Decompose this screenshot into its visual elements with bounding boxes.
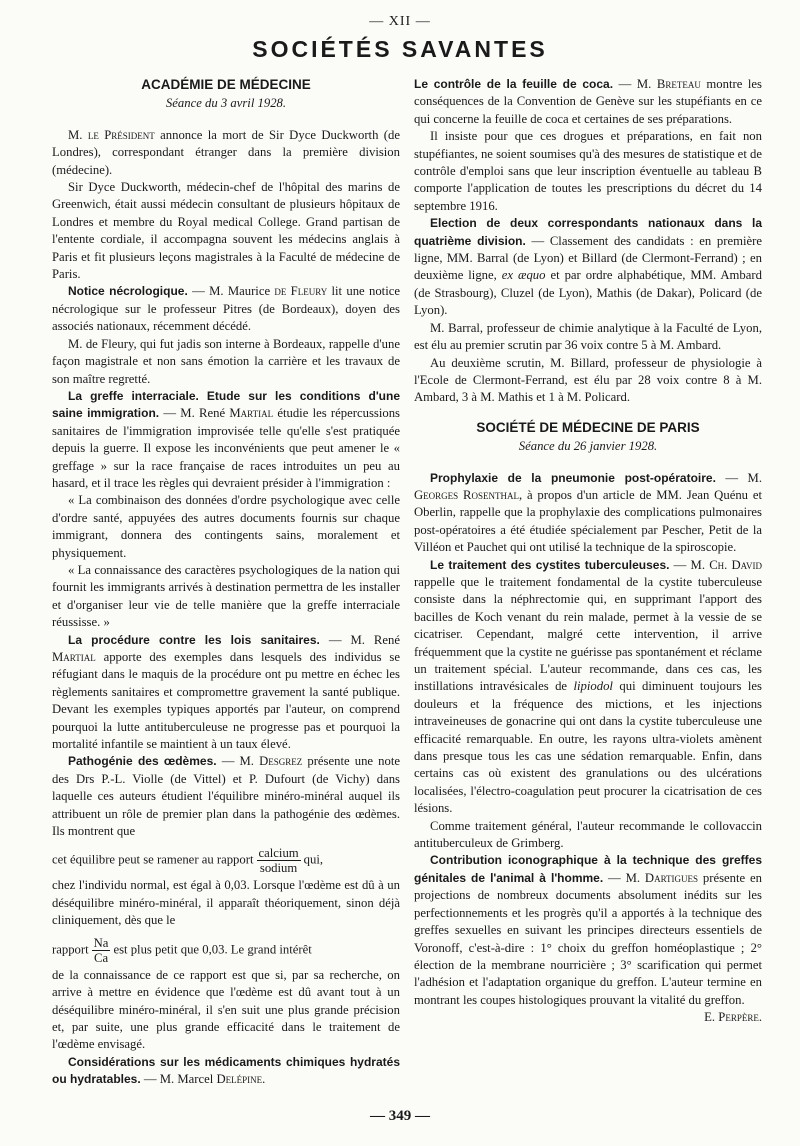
paragraph: Le contrôle de la feuille de coca. — M. Breteau montre les conséquences de la Convention de Genève sur les stupéfiants en ce qui concerne la feuille de coca et certaines de ses préparations. (414, 77, 762, 126)
equation-line: cet équilibre peut se ramener au rapport $\frac{\text{calcium}}{\text{sodium}}$ qui, (52, 846, 324, 876)
paragraph: Election de deux correspondants nationaux dans la quatrième division. — Classement des candidats : en première ligne, MM. Barral (de Lyon) et Billard (de Clermont-Ferrand) ; en deuxième ligne, ex æquo et par ordre alphabétique, MM. Ambard (de Strasbourg), Cluzel (de Lyon), Mathis (de Dakar), Policard (de Lyon). (414, 216, 762, 318)
right-column (414, 76, 762, 1027)
paragraph: M. Barral, professeur de chimie analytique à la Faculté de Lyon, est élu au premier scrutin par 36 voix contre 5 à M. Ambard. (414, 320, 762, 353)
page-roman-numeral: — XII — (369, 14, 431, 29)
paragraph: Au deuxième scrutin, M. Billard, professeur de physiologie à l'Ecole de Clermont-Ferrand, est élu par 28 voix contre 8 à M. Ambard, 3 à M. Mathis et 1 à M. Policard. (414, 355, 762, 405)
paragraph: Sir Dyce Duckworth, médecin-chef de l'hôpital des marins de Greenwich, était aussi médecin consultant de plusieurs hôpitaux de Londres et membre du Royal medical College. Grand partisan de l'entente cordiale, il accompagna souvent les médecins anglais à Paris et fit plusieurs leçons magistrales à la Faculté de médecine de Paris. (52, 180, 400, 282)
paragraph: M. le Président annonce la mort de Sir Dyce Duckworth (de Londres), correspondant étranger dans la première division (médecine). (52, 127, 400, 177)
page-number: — 349 — (370, 1108, 430, 1124)
paragraph: M. de Fleury, qui fut jadis son interne à Bordeaux, rappelle d'une façon magistrale et non sans émotion la carrière et les travaux de son maître regretté. (52, 336, 400, 386)
academie-date: Séance du 3 avril 1928. (165, 96, 287, 111)
signature: E. Perpère. (704, 1010, 762, 1025)
paragraph: de la connaissance de ce rapport est que si, par sa recherche, on arrive à mettre en évidence que l'œdème est dû avant tout à un déséquilibre minéro-minéral, il s'en suit une plus grande précision et, par suite, une plus grande efficacité dans le traitement de l'œdème envisagé. (52, 967, 400, 1052)
quote-paragraph: « La combinaison des données d'ordre psychologique avec celle d'ordre santé, appuyées des autres documents fournis sur chaque immigrant, donnera des contingents sains, moralement et physiquement. (52, 493, 400, 560)
page-title: SOCIÉTÉS SAVANTES (252, 36, 548, 62)
academie-title: ACADÉMIE DE MÉDECINE (141, 77, 311, 92)
paragraph: Prophylaxie de la pneumonie post-opératoire. — M. Georges Rosenthal, à propos d'un article de MM. Jean Quénu et Oberlin, rappelle que la prophylaxie des complications pulmonaires post-opératoires a été étudiée spécialement par Pescher, Petit de la Villéon et Pauchet qui ont utilisé la technique de la spiroscopie. (414, 470, 763, 555)
paragraph: Notice nécrologique. — M. Maurice de Fleury lit une notice nécrologique sur le professeur Pitres (de Bordeaux), doyen des associés nationaux, récemment décédé. (52, 284, 400, 334)
paragraph: Contribution iconographique à la technique des greffes génitales de l'animal à l'homme. — M. Dartigues présente en projections de nombreux documents absolument inédits sur les perfectionnements et les progrès qu'il a apportés à la technique des greffes sexuelles en suivant les principes directeurs essentiels de Voronoff, c'est-à-dire : 1° choix du greffon homéoplastique ; 2° élection de la membrane nourricière ; 3° scarification qui permet l'adhésion et l'adaptation organique du greffon. L'auteur termine en montrant les coupes histologiques prouvant la vitalité du greffon. (414, 853, 762, 1007)
fraction: $\frac{\text{calcium}}{\text{sodium}}$ (258, 846, 299, 876)
quote-paragraph: « La connaissance des caractères psychologiques de la nation qui fournit les immigrants arrivés à destination permettra de les installer et d'organiser leur vie de telle manière que la greffe interraciale réussisse. » (52, 562, 400, 630)
paragraph: La procédure contre les lois sanitaires. — M. René Martial apporte des exemples dans lesquels des individus se réfugiant dans le maquis de la procédure ont pu mettre en échec les règlements sanitaires et compromettre gravement la santé publique. Devant les exemples typiques apportés par l'auteur, on comprend pourquoi la lutte antituberculeuse ne progresse pas et pourquoi la mortalité infantile se maintient à un taux élevé. (52, 632, 400, 752)
paragraph: Comme traitement général, l'auteur recommande le collovaccin antituberculeux de Grimberg. (414, 818, 762, 851)
fraction: $\frac{Na}{Ca}$ (93, 935, 109, 965)
paragraph: Pathogénie des œdèmes. — M. Desgrez présente une note des Drs P.-L. Violle (de Vittel) et P. Dufourt (de Vichy) dans laquelle ces auteurs étudient l'équilibre minéro-minéral auquel ils attribuent un rôle de premier plan dans la pathogénie des œdèmes. Ils montrent que (52, 754, 401, 839)
paragraph: Considérations sur les médicaments chimiques hydratés ou hydratables. — M. Marcel Delépine. (52, 1054, 400, 1087)
paragraph: Il insiste pour que ces drogues et préparations, en fait non stupéfiantes, ne soient soumises qu'à des mesures de statistique et de contrôle d'emploi sans que leur inscription éventuelle au tableau B comporte l'application de toutes les prescriptions du décret du 14 septembre 1916. (414, 129, 762, 213)
societe-date: Séance du 26 janvier 1928. (518, 439, 658, 454)
equation-line: rapport $\frac{Na}{Ca}$ est plus petit que 0,03. Le grand intérêt (52, 935, 312, 965)
societe-title: SOCIÉTÉ DE MÉDECINE DE PARIS (476, 419, 700, 435)
left-column (52, 76, 400, 1089)
paragraph: Le traitement des cystites tuberculeuses. — M. Ch. David rappelle que le traitement fondamental de la cystite tuberculeuse consiste dans la néphrectomie qui, en supprimant l'apport des bacilles de Koch venant du rein malade, permet à la vessie de se cicatriser. Cependant, malgré cette intervention, il arrive fréquemment que la cystite ne guérisse pas spontanément et réclame un traitement spécial. L'auteur recommande, dans ces cas, les instillations intravésicales de lipiodol qui diminuent toujours les douleurs et la fréquence des mictions, et les injections intraveineuses de gonacrine qui ont dans la cystite tuberculeuse une efficacité remarquable. En outre, les rayons ultra-violets amènent dans presque tous les cas une sédation remarquable. Enfin, dans certains cas où existent des granulations ou des ulcérations localisées, l'électro-coagulation peut procurer la cicatrisation de ces lésions. (414, 557, 763, 816)
paragraph: chez l'individu normal, est égal à 0,03. Lorsque l'œdème est dû à un déséquilibre minéro-minéral, il apparaît théoriquement, sinon déjà cliniquement, dès que le (52, 878, 400, 928)
paragraph: La greffe interraciale. Etude sur les conditions d'une saine immigration. — M. René Martial étudie les répercussions sanitaires de l'immigration improvisée telle qu'elle s'est pratiquée depuis la guerre. Il expose les inconvénients que peut amener le « greffage » sur la race française de races introduites un peu au hasard, et il trace les règles qui devraient présider à l'immigration : (52, 388, 400, 490)
